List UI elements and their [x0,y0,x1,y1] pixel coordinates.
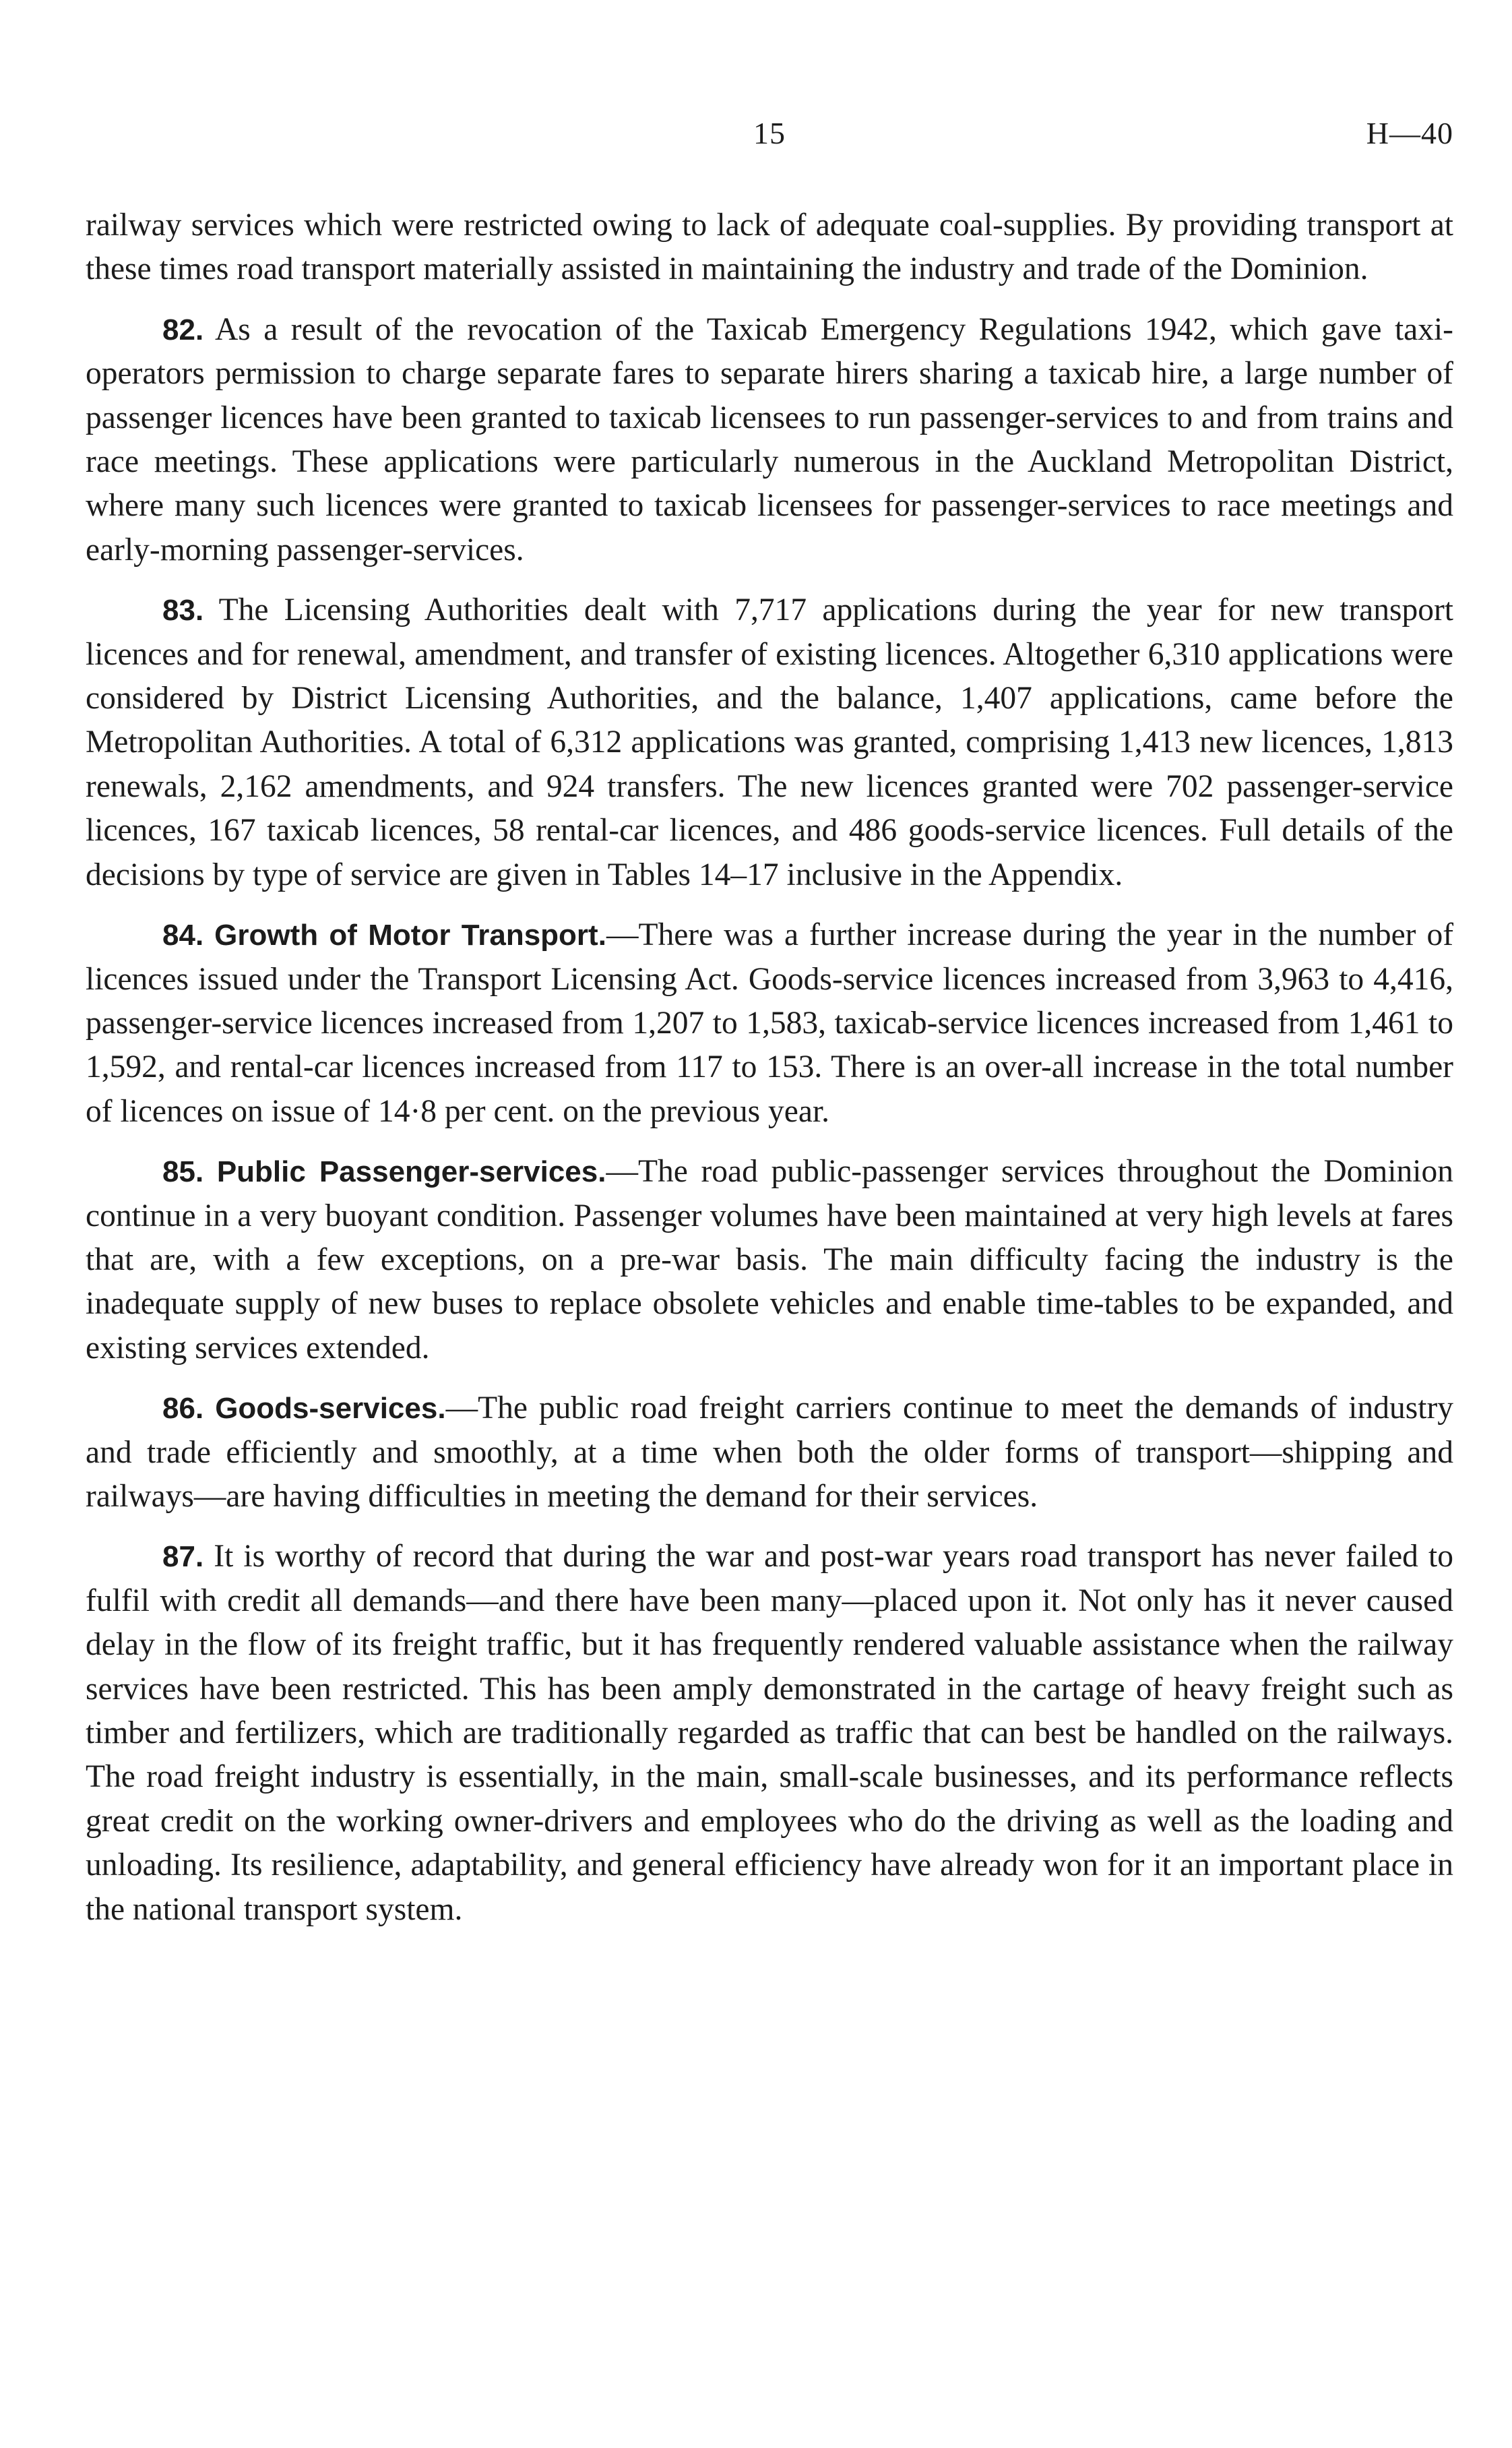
paragraph-87 [86,1535,1453,1932]
paragraph-number: 86. [162,1392,204,1426]
paragraph-heading: Public Passenger-services. [216,1155,606,1189]
paragraph-text: It is worthy of record that during the war and post-war years road transport has never failed to fulfil with credit all demands—and there have been many—placed upon it. Not only has it never caused delay in the flow of its freight traffic, but it has frequently rendered valuable assistance when the railway services have been restricted. This has been amply demonstrated in the cartage of heavy freight such as timber and fertilizers, which are traditionally regarded as traffic that can best be handled on the railways. The road freight industry is essentially, in the main, small-scale businesses, and its performance reflects great credit on the working owner-drivers and employees who do the driving as well as the loading and unloading. Its resilience, adaptability, and general efficiency have already won for it an important place in the national transport system. [86,1539,1453,1927]
paragraph-number: 83. [162,594,204,628]
body-text [86,204,1453,1932]
paragraph-text: —The public road freight carriers continue to meet the demands of industry and trade efficiently and smoothly, at a time when both the older forms of transport—shipping and railways—are having difficulties in meeting the demand for their services. [86,1390,1454,1514]
paragraph-continued [86,204,1453,292]
paragraph-text: —There was a further increase during the year in the number of licences issued under the Transport Licensing Act. Goods-service licences increased from 3,963 to 4,416, passenger-service licences increased from 1,207 to 1,583, taxicab-service licences increased from 1,461 to 1,592, and rental-car licences increased from 117 to 153. There is an over-all increase in the total number of licences on issue of 14·8 per cent. on the previous year. [86,917,1454,1129]
paragraph-number: 82. [162,313,204,346]
document-reference: H—40 [1366,116,1453,150]
paragraph-86 [86,1386,1453,1519]
page-number: 15 [753,116,786,150]
paragraph-text: The Licensing Authorities dealt with 7,717 applications during the year for new transport licences and for renewal, amendment, and transfer of existing licences. Altogether 6,310 applications were considered by District Licensing Authorities, and the balance, 1,407 applications, came before the Metropolitan Authorities. A total of 6,312 applications was granted, comprising 1,413 new licences, 1,813 renewals, 2,162 amendments, and 924 transfers. The new licences granted were 702 passenger-service licences, 167 taxicab licences, 58 rental-car licences, and 486 goods-service licences. Full details of the decisions by type of service are given in Tables 14–17 inclusive in the Appendix. [86,592,1453,892]
paragraph-text: As a result of the revocation of the Taxicab Emergency Regulations 1942, which gave taxi-operators permission to charge separate fares to separate hirers sharing a taxicab hire, a large number of passenger licences have been granted to taxicab licensees to run passenger-services to and from trains and race meetings. These applications were particularly numerous in the Auckland Metropolitan District, where many such licences were granted to taxicab licensees for passenger-services to race meetings and early-morning passenger-services. [86,311,1453,568]
paragraph-number: 87. [162,1540,204,1574]
paragraph-number: 85. [162,1155,204,1189]
paragraph-82 [86,308,1453,572]
page-header [86,113,1453,154]
paragraph-text: railway services which were restricted owing to lack of adequate coal-supplies. By providing transport at these times road transport materially assisted in maintaining the industry and trade of the Dominion. [86,208,1453,287]
paragraph-83 [86,588,1453,897]
paragraph-text: —The road public-passenger services throughout the Dominion continue in a very buoyant condition. Passenger volumes have been maintained at very high levels at fares that are, with a few exceptions, on a pre-war basis. The main difficulty facing the industry is the inadequate supply of new buses to replace obsolete vehicles and enable time-tables to be expanded, and existing services extended. [86,1154,1453,1366]
paragraph-85 [86,1150,1453,1370]
paragraph-heading: Goods-services. [215,1392,446,1426]
paragraph-84 [86,913,1453,1134]
paragraph-number: 84. [162,919,204,952]
paragraph-heading: Growth of Motor Transport. [214,919,606,952]
